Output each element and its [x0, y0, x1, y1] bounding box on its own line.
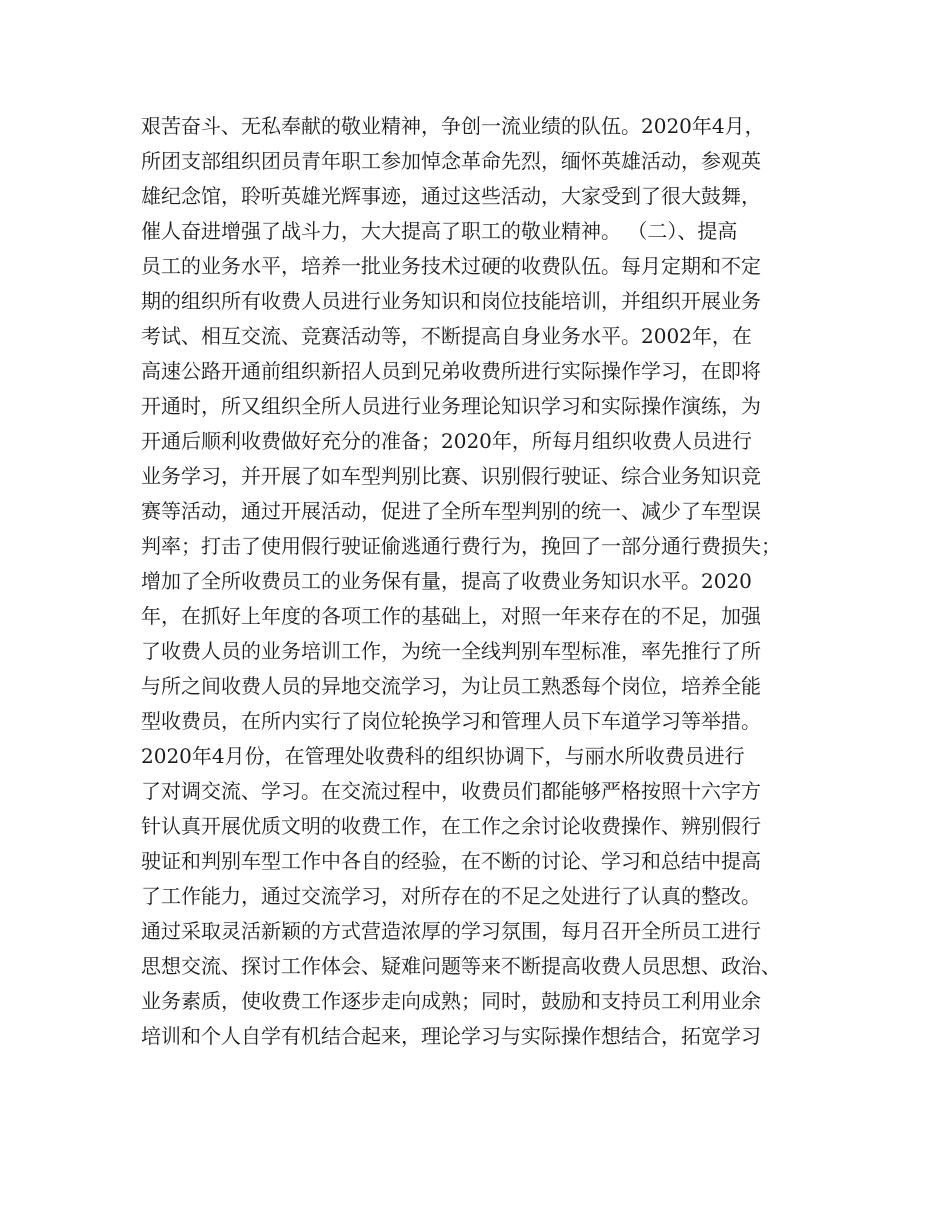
text-line: 与所之间收费人员的异地交流学习，为让员工熟悉每个岗位，培养全能 [141, 674, 761, 698]
text-line: 针认真开展优质文明的收费工作，在工作之余讨论收费操作、辨别假行 [141, 814, 761, 838]
text-line: 判率；打击了使用假行驶证偷逃通行费行为，挽回了一部分通行费损失； [141, 534, 781, 558]
text-line: 艰苦奋斗、无私奉献的敬业精神，争创一流业绩的队伍。2020年4月， [141, 114, 765, 138]
text-line: 了收费人员的业务培训工作，为统一全线判别车型标准，率先推行了所 [141, 639, 761, 663]
text-line: 年，在抓好上年度的各项工作的基础上，对照一年来存在的不足，加强 [141, 604, 761, 628]
text-line: 催人奋进增强了战斗力，大大提高了职工的敬业精神。 （二）、提高 [141, 219, 738, 243]
text-line: 通过采取灵活新颖的方式营造浓厚的学习氛围，每月召开全所员工进行 [141, 919, 761, 943]
text-line: 思想交流、探讨工作体会、疑难问题等来不断提高收费人员思想、政治、 [141, 954, 781, 978]
text-line: 业务素质，使收费工作逐步走向成熟；同时，鼓励和支持员工利用业余 [141, 989, 761, 1013]
text-line: 型收费员，在所内实行了岗位轮换学习和管理人员下车道学习等举措。 [141, 709, 761, 733]
document-body [141, 109, 821, 1054]
text-line: 赛等活动，通过开展活动，促进了全所车型判别的统一、减少了车型误 [141, 499, 761, 523]
text-line: 期的组织所有收费人员进行业务知识和岗位技能培训，并组织开展业务 [141, 289, 761, 313]
text-line: 了对调交流、学习。在交流过程中，收费员们都能够严格按照十六字方 [141, 779, 761, 803]
text-line: 高速公路开通前组织新招人员到兄弟收费所进行实际操作学习，在即将 [141, 359, 761, 383]
text-line: 所团支部组织团员青年职工参加悼念革命先烈，缅怀英雄活动，参观英 [141, 149, 761, 173]
text-line: 了工作能力，通过交流学习，对所存在的不足之处进行了认真的整改。 [141, 884, 761, 908]
text-line: 开通时，所又组织全所人员进行业务理论知识学习和实际操作演练，为 [141, 394, 761, 418]
text-line: 员工的业务水平，培养一批业务技术过硬的收费队伍。每月定期和不定 [141, 254, 761, 278]
text-line: 培训和个人自学有机结合起来，理论学习与实际操作想结合，拓宽学习 [141, 1024, 761, 1048]
text-line: 增加了全所收费员工的业务保有量，提高了收费业务知识水平。2020 [141, 569, 752, 593]
text-line: 驶证和判别车型工作中各自的经验，在不断的讨论、学习和总结中提高 [141, 849, 761, 873]
text-line: 业务学习，并开展了如车型判别比赛、识别假行驶证、综合业务知识竞 [141, 464, 761, 488]
text-line: 开通后顺利收费做好充分的准备；2020年，所每月组织收费人员进行 [141, 429, 752, 453]
text-line: 雄纪念馆，聆听英雄光辉事迹，通过这些活动，大家受到了很大鼓舞， [141, 184, 761, 208]
text-line: 考试、相互交流、竞赛活动等，不断提高自身业务水平。2002年，在 [141, 324, 752, 348]
text-line: 2020年4月份，在管理处收费科的组织协调下，与丽水所收费员进行 [141, 744, 745, 768]
